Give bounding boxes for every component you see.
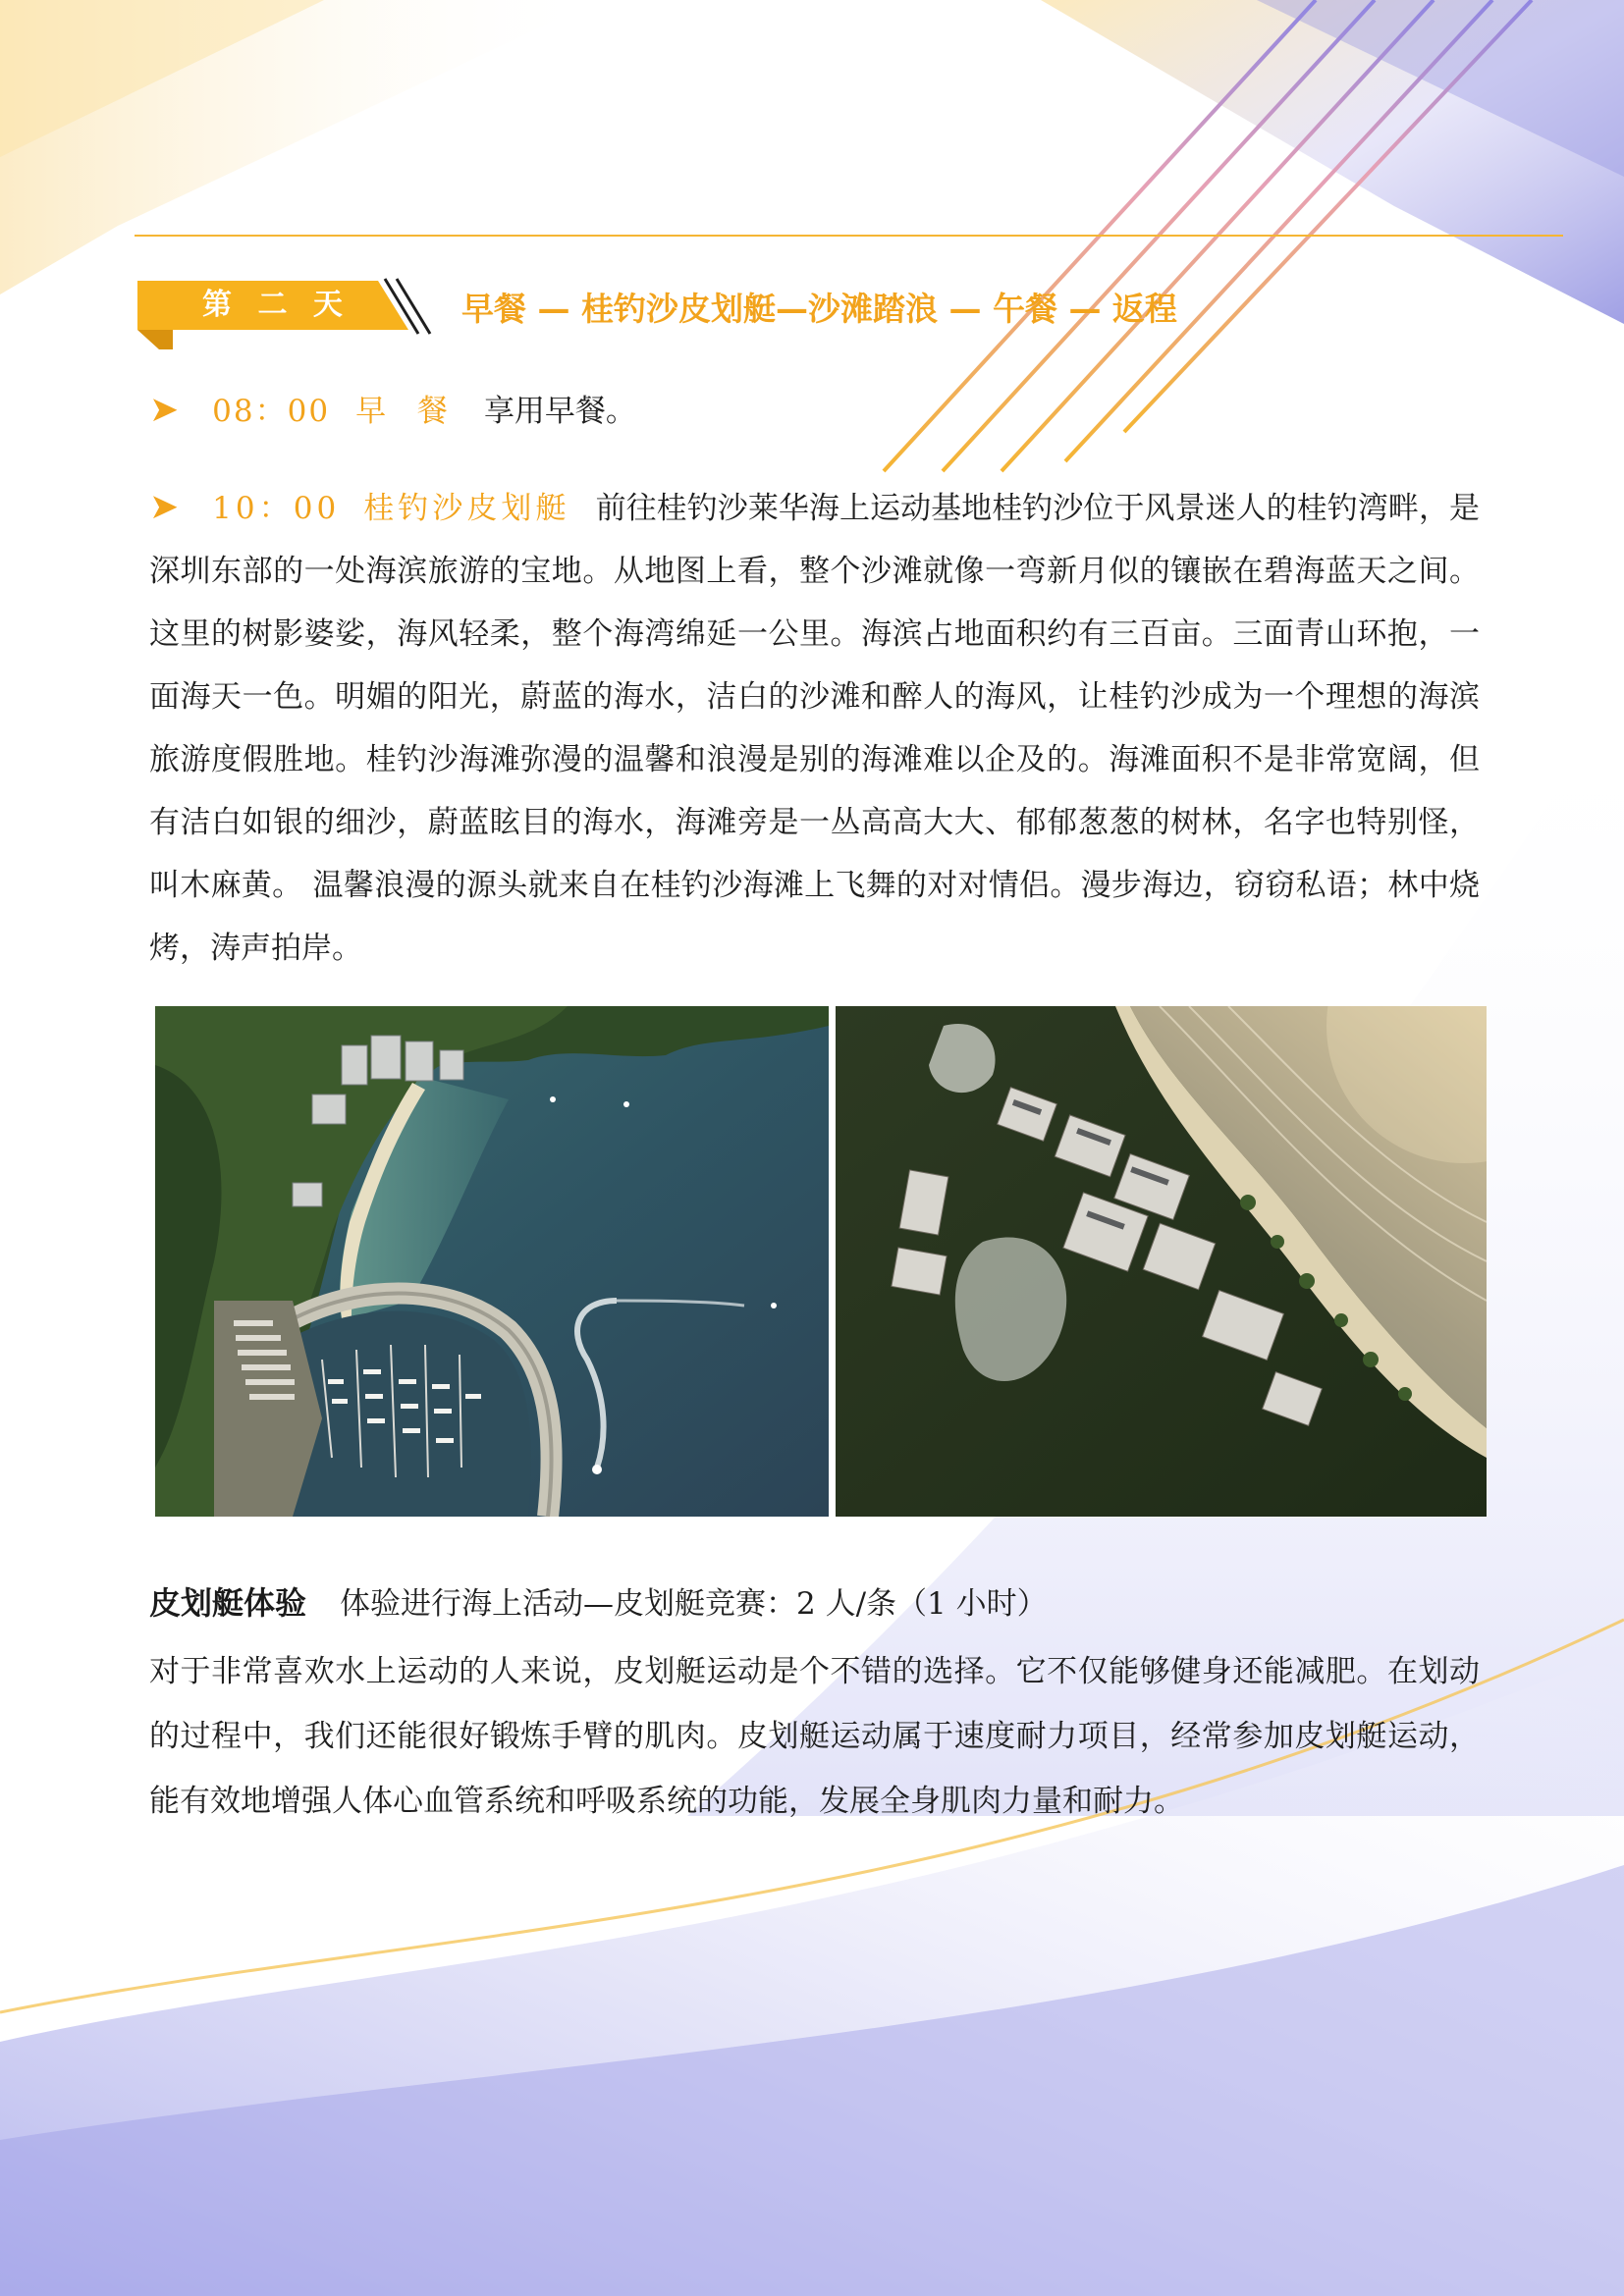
aerial-bay-marina-photo — [155, 1006, 829, 1517]
day-route-title: 早餐 — 桂钓沙皮划艇—沙滩踏浪 — 午餐 — 返程 — [461, 290, 1177, 328]
item-text: 享用早餐。 — [483, 394, 636, 429]
schedule-item-kayak — [149, 476, 1480, 980]
arrow-right-icon: ➤ — [149, 487, 180, 527]
arrow-right-icon: ➤ — [149, 390, 180, 430]
item-title: 早 餐 — [355, 394, 459, 429]
kayak-experience-heading — [149, 1575, 1048, 1630]
experience-subtitle: 体验进行海上活动—皮划艇竞赛：2 人/条（1 小时） — [340, 1586, 1048, 1622]
experience-title: 皮划艇体验 — [149, 1584, 307, 1622]
item-title: 桂钓沙皮划艇 — [363, 491, 570, 526]
aerial-resort-beach-photo — [836, 1006, 1487, 1517]
experience-description: 对于非常喜欢水上运动的人来说，皮划艇运动是个不错的选择。它不仅能够健身还能减肥。在划动的过程中，我们还能很好锻炼手臂的肌肉。皮划艇运动属于速度耐力项目，经常参加皮划艇运动，能有效地增强人体心血管系统和呼吸系统的功能，发展全身肌肉力量和耐力。 — [149, 1654, 1480, 1819]
item-time: 08：00 — [212, 394, 331, 429]
item-text: 前往桂钓沙莱华海上运动基地桂钓沙位于风景迷人的桂钓湾畔，是深圳东部的一处海滨旅游的宝地。从地图上看，整个沙滩就像一弯新月似的镶嵌在碧海蓝天之间。这里的树影婆娑，海风轻柔，整个海湾绵延一公里。海滨占地面积约有三百亩。三面青山环抱，一面海天一色。明媚的阳光，蔚蓝的海水，洁白的沙滩和醉人的海风，让桂钓沙成为一个理想的海滨旅游度假胜地。桂钓沙海滩弥漫的温馨和浪漫是别的海滩难以企及的。海滩面积不是非常宽阔，但有洁白如银的细沙，蔚蓝眩目的海水，海滩旁是一丛高高大大、郁郁葱葱的树林，名字也特别怪，叫木麻黄。 温馨浪漫的源头就来自在桂钓沙海滩上飞舞的对对情侣。漫步海边，窃窃私语；林中烧烤，涛声拍岸。 — [149, 491, 1480, 966]
item-time: 10：00 — [212, 491, 341, 526]
schedule-item-breakfast — [149, 383, 636, 438]
header-rule — [135, 235, 1563, 237]
day-badge-label: 第 二 天 — [202, 288, 351, 322]
